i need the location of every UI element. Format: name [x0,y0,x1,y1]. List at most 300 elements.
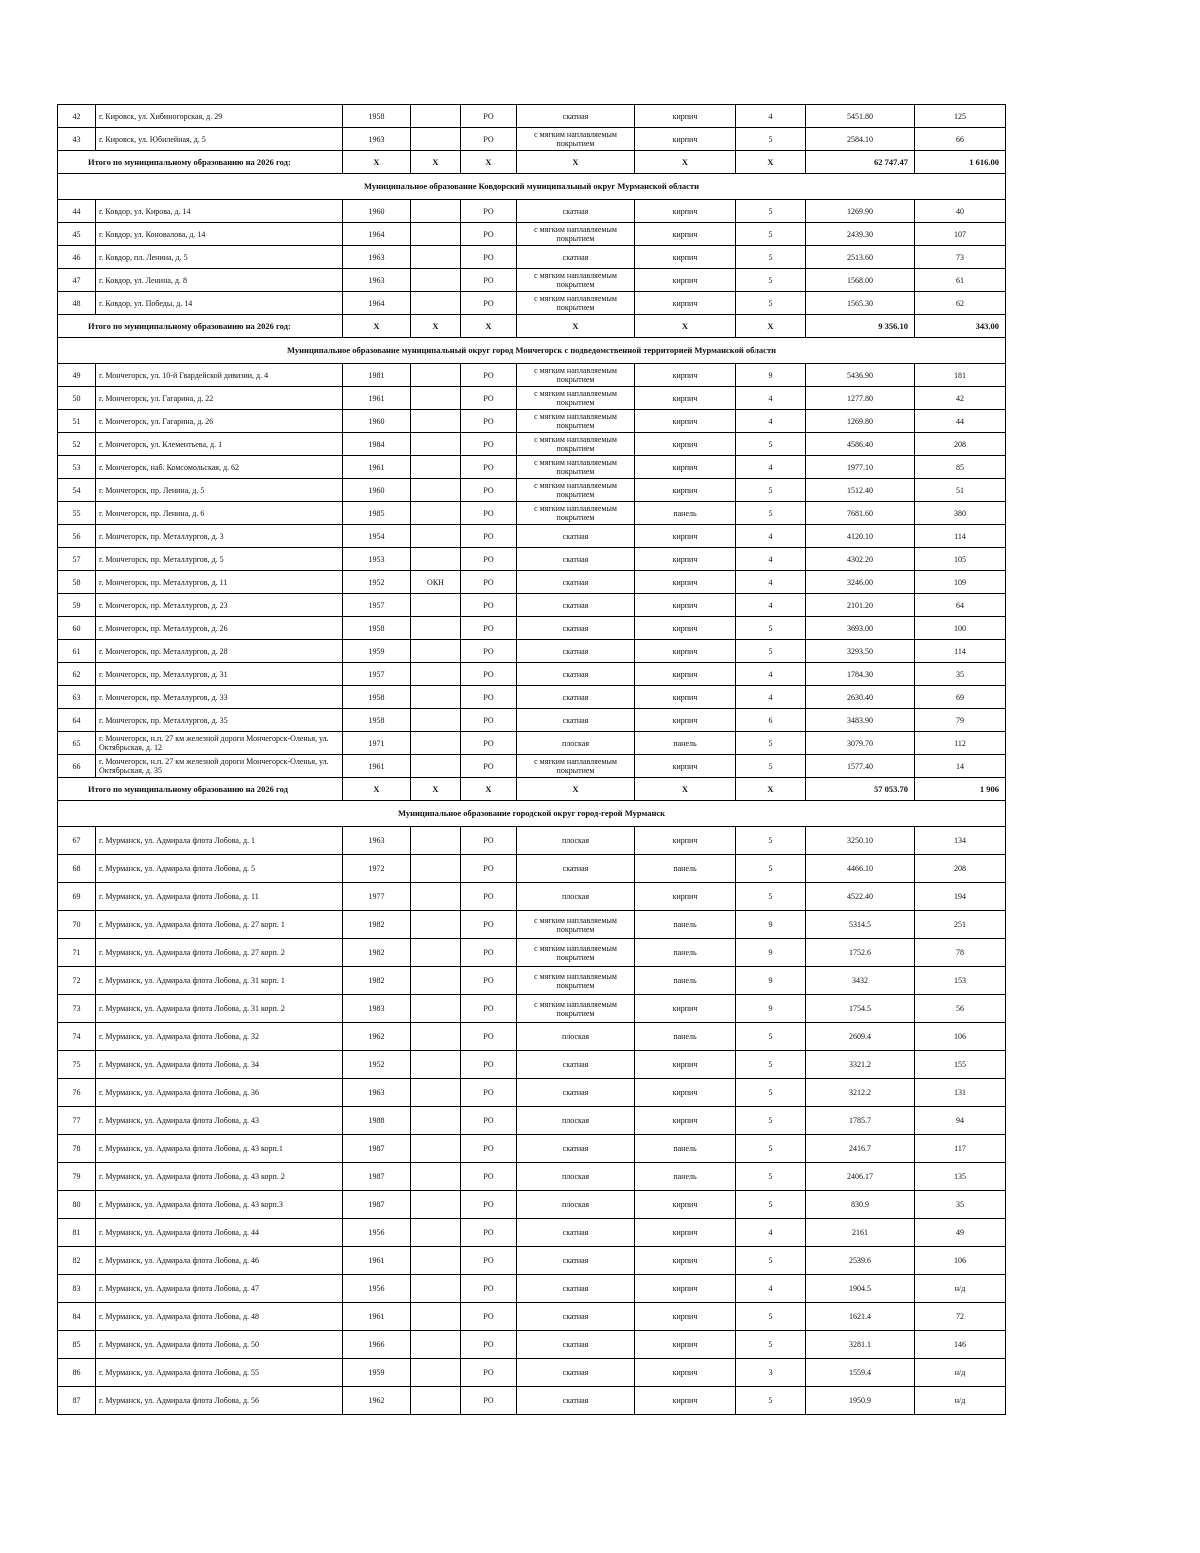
repair-type-cell: РО [461,883,517,911]
address-cell: г. Мончегорск, н.п. 27 км железной дороги Мончегорск-Оленья, ул. Октябрьская, д. 35 [96,755,343,778]
area-cell: 5436.90 [806,364,915,387]
wall-material-cell: кирпич [635,1247,736,1275]
floors-cell: 5 [736,1163,806,1191]
table-row [58,1023,1006,1051]
heritage-status-cell [411,594,461,617]
roof-type-cell: плоская [517,1107,635,1135]
wall-material-cell: кирпич [635,1331,736,1359]
repair-type-cell: РО [461,525,517,548]
address-cell: г. Мончегорск, пр. Металлургов, д. 31 [96,663,343,686]
wall-material-cell: кирпич [635,1191,736,1219]
total-label: Итого по муниципальному образованию на 2026 год: [58,315,343,338]
area-cell: 2161 [806,1219,915,1247]
roof-type-cell: скатная [517,1079,635,1107]
total-x-cell: Х [461,778,517,801]
address-cell: г. Ковдор, ул. Ленина, д. 8 [96,269,343,292]
address-cell: г. Ковдор, ул. Победы, д. 14 [96,292,343,315]
wall-material-cell: кирпич [635,200,736,223]
repair-type-cell: РО [461,1079,517,1107]
floors-cell: 4 [736,594,806,617]
floors-cell: 5 [736,855,806,883]
table-body [58,105,1006,1415]
row-number-cell: 68 [58,855,96,883]
year-built-cell: 1982 [343,967,411,995]
total-row [58,315,1006,338]
row-number-cell: 84 [58,1303,96,1331]
wall-material-cell: кирпич [635,663,736,686]
year-built-cell: 1958 [343,105,411,128]
year-built-cell: 1953 [343,548,411,571]
wall-material-cell: кирпич [635,686,736,709]
roof-type-cell: плоская [517,1191,635,1219]
wall-material-cell: кирпич [635,1219,736,1247]
area-cell: 1277.80 [806,387,915,410]
residents-cell: 112 [915,732,1006,755]
address-cell: г. Мурманск, ул. Адмирала флота Лобова, д. 50 [96,1331,343,1359]
table-row [58,1079,1006,1107]
year-built-cell: 1962 [343,1387,411,1415]
table-row [58,617,1006,640]
row-number-cell: 59 [58,594,96,617]
section-header-row [58,174,1006,200]
heritage-status-cell [411,269,461,292]
address-cell: г. Мурманск, ул. Адмирала флота Лобова, д. 43 корп.1 [96,1135,343,1163]
residents-cell: 44 [915,410,1006,433]
area-cell: 5451.80 [806,105,915,128]
area-cell: 1784.30 [806,663,915,686]
year-built-cell: 1985 [343,502,411,525]
wall-material-cell: кирпич [635,1359,736,1387]
heritage-status-cell [411,617,461,640]
table-row [58,1163,1006,1191]
year-built-cell: 1956 [343,1219,411,1247]
residents-cell: 131 [915,1079,1006,1107]
area-cell: 2584.10 [806,128,915,151]
address-cell: г. Мурманск, ул. Адмирала флота Лобова, д. 47 [96,1275,343,1303]
repair-type-cell: РО [461,911,517,939]
residents-cell: 106 [915,1023,1006,1051]
row-number-cell: 44 [58,200,96,223]
wall-material-cell: кирпич [635,617,736,640]
row-number-cell: 50 [58,387,96,410]
heritage-status-cell [411,200,461,223]
area-cell: 2630.40 [806,686,915,709]
row-number-cell: 74 [58,1023,96,1051]
year-built-cell: 1977 [343,883,411,911]
year-built-cell: 1984 [343,433,411,456]
address-cell: г. Мурманск, ул. Адмирала флота Лобова, д. 31 корп. 1 [96,967,343,995]
repair-type-cell: РО [461,269,517,292]
area-cell: 2416.7 [806,1135,915,1163]
year-built-cell: 1963 [343,128,411,151]
repair-type-cell: РО [461,479,517,502]
area-cell: 1512.40 [806,479,915,502]
year-built-cell: 1957 [343,663,411,686]
total-x-cell: Х [517,151,635,174]
address-cell: г. Мончегорск, ул. Клементьева, д. 1 [96,433,343,456]
residents-cell: 106 [915,1247,1006,1275]
wall-material-cell: кирпич [635,1275,736,1303]
year-built-cell: 1966 [343,1331,411,1359]
wall-material-cell: кирпич [635,883,736,911]
table-row [58,709,1006,732]
roof-type-cell: с мягким наплавляемым покрытием [517,387,635,410]
year-built-cell: 1958 [343,709,411,732]
repair-type-cell: РО [461,827,517,855]
residents-cell: 61 [915,269,1006,292]
roof-type-cell: скатная [517,200,635,223]
housing-register-table [57,104,1006,1415]
address-cell: г. Мончегорск, пр. Металлургов, д. 33 [96,686,343,709]
wall-material-cell: кирпич [635,433,736,456]
floors-cell: 9 [736,364,806,387]
roof-type-cell: скатная [517,525,635,548]
total-x-cell: Х [736,151,806,174]
area-cell: 2101.20 [806,594,915,617]
floors-cell: 5 [736,1023,806,1051]
row-number-cell: 61 [58,640,96,663]
table-row [58,967,1006,995]
row-number-cell: 57 [58,548,96,571]
area-cell: 3693.00 [806,617,915,640]
roof-type-cell: с мягким наплавляемым покрытием [517,967,635,995]
repair-type-cell: РО [461,1023,517,1051]
residents-cell: 155 [915,1051,1006,1079]
heritage-status-cell [411,525,461,548]
table-row [58,246,1006,269]
wall-material-cell: кирпич [635,709,736,732]
heritage-status-cell [411,1219,461,1247]
table-row [58,433,1006,456]
address-cell: г. Мурманск, ул. Адмирала флота Лобова, д. 5 [96,855,343,883]
area-cell: 2439.30 [806,223,915,246]
residents-cell: 100 [915,617,1006,640]
total-x-cell: Х [517,778,635,801]
floors-cell: 5 [736,1135,806,1163]
wall-material-cell: панель [635,732,736,755]
heritage-status-cell [411,1359,461,1387]
repair-type-cell: РО [461,939,517,967]
roof-type-cell: скатная [517,1303,635,1331]
roof-type-cell: скатная [517,1359,635,1387]
row-number-cell: 48 [58,292,96,315]
heritage-status-cell [411,1107,461,1135]
area-cell: 3321.2 [806,1051,915,1079]
residents-cell: н/д [915,1275,1006,1303]
floors-cell: 5 [736,732,806,755]
address-cell: г. Мурманск, ул. Адмирала флота Лобова, д. 44 [96,1219,343,1247]
row-number-cell: 83 [58,1275,96,1303]
repair-type-cell: РО [461,1303,517,1331]
address-cell: г. Мурманск, ул. Адмирала флота Лобова, д. 11 [96,883,343,911]
area-cell: 1568.00 [806,269,915,292]
repair-type-cell: РО [461,223,517,246]
residents-cell: 251 [915,911,1006,939]
repair-type-cell: РО [461,456,517,479]
row-number-cell: 54 [58,479,96,502]
address-cell: г. Мончегорск, пр. Металлургов, д. 23 [96,594,343,617]
repair-type-cell: РО [461,1107,517,1135]
area-cell: 1754.5 [806,995,915,1023]
residents-cell: 69 [915,686,1006,709]
year-built-cell: 1960 [343,200,411,223]
floors-cell: 5 [736,640,806,663]
floors-cell: 9 [736,995,806,1023]
residents-cell: 117 [915,1135,1006,1163]
repair-type-cell: РО [461,1135,517,1163]
table-row [58,732,1006,755]
table-row [58,855,1006,883]
roof-type-cell: с мягким наплавляемым покрытием [517,502,635,525]
row-number-cell: 76 [58,1079,96,1107]
floors-cell: 9 [736,939,806,967]
roof-type-cell: с мягким наплавляемым покрытием [517,364,635,387]
heritage-status-cell [411,479,461,502]
wall-material-cell: кирпич [635,128,736,151]
total-x-cell: Х [736,315,806,338]
address-cell: г. Мончегорск, пр. Металлургов, д. 26 [96,617,343,640]
roof-type-cell: скатная [517,686,635,709]
year-built-cell: 1961 [343,456,411,479]
year-built-cell: 1963 [343,269,411,292]
row-number-cell: 69 [58,883,96,911]
residents-cell: 109 [915,571,1006,594]
heritage-status-cell [411,827,461,855]
repair-type-cell: РО [461,1051,517,1079]
floors-cell: 5 [736,883,806,911]
roof-type-cell: плоская [517,1163,635,1191]
repair-type-cell: РО [461,1331,517,1359]
roof-type-cell: с мягким наплавляемым покрытием [517,269,635,292]
year-built-cell: 1963 [343,246,411,269]
table-row [58,640,1006,663]
heritage-status-cell [411,1051,461,1079]
repair-type-cell: РО [461,292,517,315]
heritage-status-cell [411,387,461,410]
year-built-cell: 1981 [343,364,411,387]
total-x-cell: Х [411,315,461,338]
row-number-cell: 53 [58,456,96,479]
roof-type-cell: скатная [517,1135,635,1163]
total-x-cell: Х [461,315,517,338]
repair-type-cell: РО [461,594,517,617]
total-x-cell: Х [343,315,411,338]
residents-cell: 181 [915,364,1006,387]
total-x-cell: Х [517,315,635,338]
wall-material-cell: панель [635,502,736,525]
row-number-cell: 79 [58,1163,96,1191]
wall-material-cell: панель [635,1135,736,1163]
row-number-cell: 47 [58,269,96,292]
heritage-status-cell [411,1191,461,1219]
area-cell: 4466.10 [806,855,915,883]
total-x-cell: Х [343,778,411,801]
residents-cell: 72 [915,1303,1006,1331]
year-built-cell: 1952 [343,1051,411,1079]
heritage-status-cell [411,223,461,246]
repair-type-cell: РО [461,709,517,732]
wall-material-cell: кирпич [635,292,736,315]
floors-cell: 5 [736,200,806,223]
residents-cell: 85 [915,456,1006,479]
repair-type-cell: РО [461,364,517,387]
address-cell: г. Мончегорск, наб. Комсомольская, д. 62 [96,456,343,479]
wall-material-cell: панель [635,939,736,967]
wall-material-cell: кирпич [635,1051,736,1079]
total-residents-cell: 343.00 [915,315,1006,338]
repair-type-cell: РО [461,1387,517,1415]
residents-cell: н/д [915,1359,1006,1387]
area-cell: 1621.4 [806,1303,915,1331]
table-row [58,200,1006,223]
residents-cell: 94 [915,1107,1006,1135]
residents-cell: 114 [915,525,1006,548]
repair-type-cell: РО [461,1359,517,1387]
wall-material-cell: кирпич [635,269,736,292]
address-cell: г. Ковдор, ул. Кирова, д. 14 [96,200,343,223]
repair-type-cell: РО [461,1247,517,1275]
heritage-status-cell [411,105,461,128]
wall-material-cell: кирпич [635,995,736,1023]
year-built-cell: 1960 [343,410,411,433]
area-cell: 4302.20 [806,548,915,571]
row-number-cell: 67 [58,827,96,855]
row-number-cell: 71 [58,939,96,967]
table-row [58,128,1006,151]
residents-cell: 14 [915,755,1006,778]
residents-cell: 49 [915,1219,1006,1247]
roof-type-cell: скатная [517,1247,635,1275]
address-cell: г. Мурманск, ул. Адмирала флота Лобова, д. 27 корп. 2 [96,939,343,967]
wall-material-cell: панель [635,1163,736,1191]
address-cell: г. Мурманск, ул. Адмирала флота Лобова, д. 34 [96,1051,343,1079]
address-cell: г. Мончегорск, ул. Гагарина, д. 26 [96,410,343,433]
total-area-cell: 57 053.70 [806,778,915,801]
heritage-status-cell [411,1023,461,1051]
row-number-cell: 85 [58,1331,96,1359]
heritage-status-cell [411,1303,461,1331]
roof-type-cell: скатная [517,594,635,617]
wall-material-cell: кирпич [635,1387,736,1415]
heritage-status-cell [411,364,461,387]
repair-type-cell: РО [461,617,517,640]
table-row [58,755,1006,778]
roof-type-cell: скатная [517,548,635,571]
heritage-status-cell [411,456,461,479]
floors-cell: 5 [736,1191,806,1219]
table-row [58,1387,1006,1415]
wall-material-cell: кирпич [635,640,736,663]
area-cell: 1904.5 [806,1275,915,1303]
residents-cell: 78 [915,939,1006,967]
row-number-cell: 60 [58,617,96,640]
year-built-cell: 1961 [343,755,411,778]
floors-cell: 4 [736,686,806,709]
roof-type-cell: скатная [517,663,635,686]
wall-material-cell: кирпич [635,1303,736,1331]
year-built-cell: 1958 [343,686,411,709]
floors-cell: 5 [736,433,806,456]
floors-cell: 9 [736,967,806,995]
table-row [58,502,1006,525]
address-cell: г. Мурманск, ул. Адмирала флота Лобова, д. 31 корп. 2 [96,995,343,1023]
residents-cell: 208 [915,433,1006,456]
floors-cell: 9 [736,911,806,939]
wall-material-cell: кирпич [635,594,736,617]
roof-type-cell: скатная [517,571,635,594]
address-cell: г. Кировск, ул. Юбилейная, д. 5 [96,128,343,151]
repair-type-cell: РО [461,663,517,686]
section-title: Муниципальное образование городской округ город-герой Мурманск [58,801,1006,827]
repair-type-cell: РО [461,105,517,128]
table-row [58,911,1006,939]
floors-cell: 4 [736,571,806,594]
address-cell: г. Мурманск, ул. Адмирала флота Лобова, д. 32 [96,1023,343,1051]
total-residents-cell: 1 906 [915,778,1006,801]
table-row [58,1359,1006,1387]
residents-cell: 66 [915,128,1006,151]
area-cell: 7681.60 [806,502,915,525]
total-x-cell: Х [635,151,736,174]
heritage-status-cell: ОКН [411,571,461,594]
table-row [58,1275,1006,1303]
area-cell: 4522.40 [806,883,915,911]
floors-cell: 5 [736,827,806,855]
heritage-status-cell [411,1247,461,1275]
year-built-cell: 1961 [343,387,411,410]
table-row [58,525,1006,548]
address-cell: г. Мурманск, ул. Адмирала флота Лобова, д. 56 [96,1387,343,1415]
repair-type-cell: РО [461,433,517,456]
residents-cell: 40 [915,200,1006,223]
row-number-cell: 62 [58,663,96,686]
row-number-cell: 72 [58,967,96,995]
address-cell: г. Мончегорск, пр. Металлургов, д. 3 [96,525,343,548]
residents-cell: 380 [915,502,1006,525]
area-cell: 3293.50 [806,640,915,663]
heritage-status-cell [411,433,461,456]
row-number-cell: 45 [58,223,96,246]
area-cell: 1269.80 [806,410,915,433]
repair-type-cell: РО [461,855,517,883]
residents-cell: 42 [915,387,1006,410]
wall-material-cell: кирпич [635,479,736,502]
area-cell: 1577.40 [806,755,915,778]
total-x-cell: Х [343,151,411,174]
wall-material-cell: кирпич [635,827,736,855]
table-row [58,883,1006,911]
floors-cell: 4 [736,548,806,571]
repair-type-cell: РО [461,128,517,151]
address-cell: г. Мурманск, ул. Адмирала флота Лобова, д. 43 [96,1107,343,1135]
section-title: Муниципальное образование Ковдорский муниципальный округ Мурманской области [58,174,1006,200]
heritage-status-cell [411,1079,461,1107]
area-cell: 5314.5 [806,911,915,939]
row-number-cell: 43 [58,128,96,151]
floors-cell: 5 [736,1303,806,1331]
total-label: Итого по муниципальному образованию на 2026 год [58,778,343,801]
address-cell: г. Мончегорск, ул. 10-й Гвардейской дивизии, д. 4 [96,364,343,387]
repair-type-cell: РО [461,200,517,223]
wall-material-cell: кирпич [635,364,736,387]
area-cell: 1559.4 [806,1359,915,1387]
year-built-cell: 1982 [343,911,411,939]
wall-material-cell: кирпич [635,105,736,128]
row-number-cell: 56 [58,525,96,548]
area-cell: 3250.10 [806,827,915,855]
heritage-status-cell [411,883,461,911]
row-number-cell: 63 [58,686,96,709]
